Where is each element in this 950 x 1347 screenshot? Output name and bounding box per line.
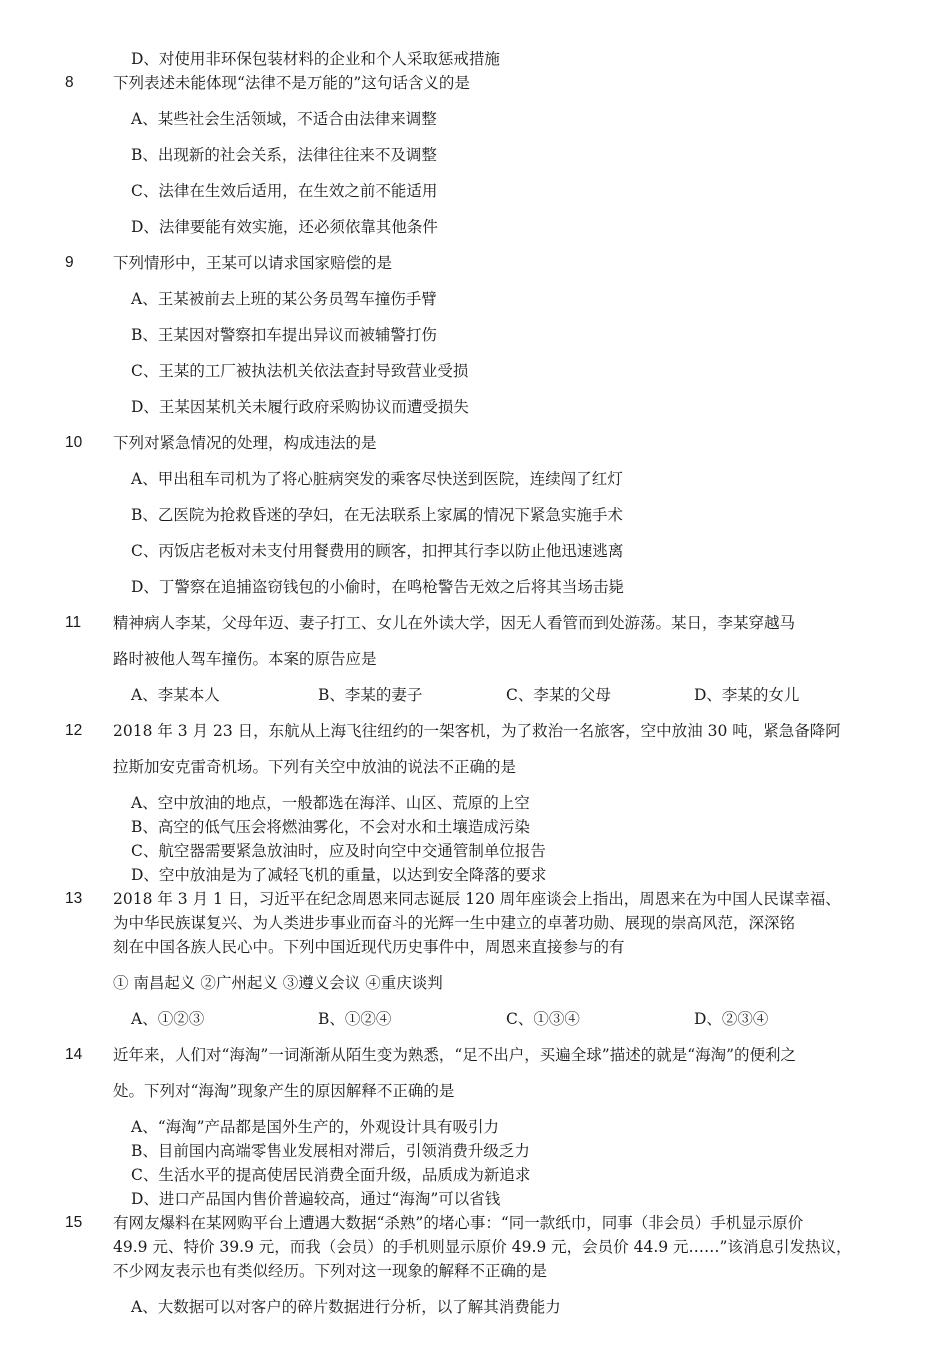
q11-option-d: D、李某的女儿 (694, 686, 800, 704)
q8-option-a: A、某些社会生活领域，不适合由法律来调整 (131, 110, 437, 128)
q11-stem-line1: 精神病人李某，父母年迈、妻子打工、女儿在外读大学，因无人看管而到处游荡。某日，李某穿越马 (113, 614, 796, 632)
q9-stem: 下列情形中，王某可以请求国家赔偿的是 (113, 254, 393, 272)
q12-option-b: B、高空的低气压会将燃油雾化，不会对水和土壤造成污染 (131, 818, 530, 836)
q10-number: 10 (65, 434, 83, 451)
q10-option-d: D、丁警察在追捕盗窃钱包的小偷时，在鸣枪警告无效之后将其当场击毙 (131, 578, 624, 596)
q12-stem-line1: 2018 年 3 月 23 日，东航从上海飞往纽约的一架客机，为了救治一名旅客，空中放油 30 吨，紧急备降阿 (113, 722, 841, 740)
q14-option-c: C、生活水平的提高使居民消费全面升级，品质成为新追求 (131, 1166, 531, 1184)
q12-number: 12 (65, 722, 83, 739)
q13-stem-line2: 为中华民族谋复兴、为人类进步事业而奋斗的光辉一生中建立的卓著功勋、展现的崇高风范，深深铭 (113, 914, 796, 932)
q14-option-d: D、进口产品国内售价普遍较高，通过“海淘”可以省钱 (131, 1190, 501, 1208)
q9-option-d: D、王某因某机关未履行政府采购协议而遭受损失 (131, 398, 469, 416)
q15-stem-line1: 有网友爆料在某网购平台上遭遇大数据“杀熟”的堵心事：“同一款纸巾，同事（非会员）手机显示原价 (113, 1214, 804, 1232)
q12-option-a: A、空中放油的地点，一般都选在海洋、山区、荒原的上空 (131, 794, 530, 812)
q10-option-b: B、乙医院为抢救昏迷的孕妇，在无法联系上家属的情况下紧急实施手术 (131, 506, 623, 524)
q7-option-d: D、对使用非环保包装材料的企业和个人采取惩戒措施 (131, 50, 500, 68)
q11-option-a: A、李某本人 (131, 686, 220, 704)
q8-option-c: C、法律在生效后适用，在生效之前不能适用 (131, 182, 438, 200)
q8-option-d: D、法律要能有效实施，还必须依靠其他条件 (131, 218, 438, 236)
q13-number: 13 (65, 890, 83, 907)
q10-stem: 下列对紧急情况的处理，构成违法的是 (113, 434, 377, 452)
q13-option-a: A、①②③ (131, 1010, 205, 1028)
q8-number: 8 (65, 74, 74, 91)
q13-option-c: C、①③④ (506, 1010, 580, 1028)
q15-number: 15 (65, 1214, 83, 1231)
q15-stem-line2: 49.9 元、特价 39.9 元，而我（会员）的手机则显示原价 49.9 元，会员价 44.9 元……”该消息引发热议， (113, 1238, 852, 1256)
q9-option-a: A、王某被前去上班的某公务员驾车撞伤手臂 (131, 290, 437, 308)
q9-number: 9 (65, 254, 74, 271)
q14-stem-line2: 处。下列对“海淘”现象产生的原因解释不正确的是 (113, 1082, 455, 1100)
q9-option-c: C、王某的工厂被执法机关依法查封导致营业受损 (131, 362, 469, 380)
q14-option-a: A、“海淘”产品都是国外生产的，外观设计具有吸引力 (131, 1118, 500, 1136)
q9-option-b: B、王某因对警察扣车提出异议而被辅警打伤 (131, 326, 437, 344)
q14-stem-line1: 近年来，人们对“海淘”一词渐渐从陌生变为熟悉，“足不出户，买遍全球”描述的就是“海淘”的便利之 (113, 1046, 797, 1064)
q12-stem-line2: 拉斯加安克雷奇机场。下列有关空中放油的说法不正确的是 (113, 758, 517, 776)
q11-stem-line2: 路时被他人驾车撞伤。本案的原告应是 (113, 650, 377, 668)
q11-option-b: B、李某的妻子 (318, 686, 423, 704)
q13-option-d: D、②③④ (694, 1010, 769, 1028)
q11-option-c: C、李某的父母 (506, 686, 611, 704)
q13-option-b: B、①②④ (318, 1010, 392, 1028)
q8-option-b: B、出现新的社会关系，法律往往来不及调整 (131, 146, 437, 164)
q8-stem: 下列表述未能体现“法律不是万能的”这句话含义的是 (113, 74, 470, 92)
q10-option-c: C、丙饭店老板对未支付用餐费用的顾客，扣押其行李以防止他迅速逃离 (131, 542, 624, 560)
q15-stem-line3: 不少网友表示也有类似经历。下列对这一现象的解释不正确的是 (113, 1262, 548, 1280)
q13-stem-line3: 刻在中国各族人民心中。下列中国近现代历史事件中，周恩来直接参与的有 (113, 938, 625, 956)
q10-option-a: A、甲出租车司机为了将心脏病突发的乘客尽快送到医院，连续闯了红灯 (131, 470, 623, 488)
q11-number: 11 (65, 614, 82, 631)
q12-option-d: D、空中放油是为了减轻飞机的重量，以达到安全降落的要求 (131, 866, 547, 884)
q12-option-c: C、航空器需要紧急放油时，应及时向空中交通管制单位报告 (131, 842, 546, 860)
q13-items: ① 南昌起义 ②广州起义 ③遵义会议 ④重庆谈判 (113, 974, 443, 992)
q14-number: 14 (65, 1046, 83, 1063)
q14-option-b: B、目前国内高端零售业发展相对滞后，引领消费升级乏力 (131, 1142, 530, 1160)
q15-option-a: A、大数据可以对客户的碎片数据进行分析，以了解其消费能力 (131, 1298, 561, 1316)
q13-stem-line1: 2018 年 3 月 1 日，习近平在纪念周恩来同志诞辰 120 周年座谈会上指出，周恩来在为中国人民谋幸福、 (113, 890, 841, 908)
